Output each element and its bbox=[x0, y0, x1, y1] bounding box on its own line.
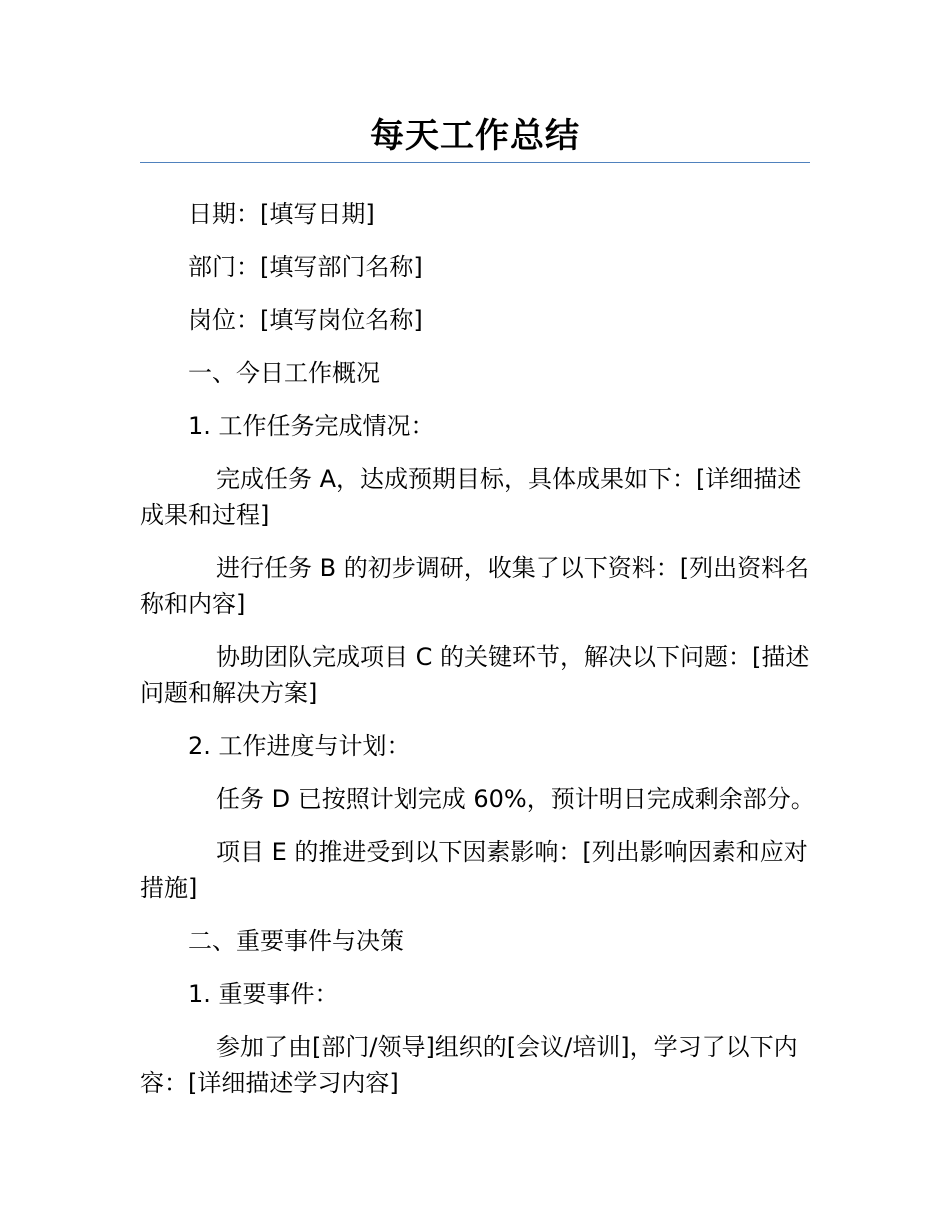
department-field: 部门：[填写部门名称] bbox=[188, 253, 423, 281]
event-item: 参加了由[部门/领导]组织的[会议/培训]，学习了以下内容：[详细描述学习内容] bbox=[140, 1033, 798, 1097]
position-field: 岗位：[填写岗位名称] bbox=[188, 306, 423, 334]
progress-item: 项目 E 的推进受到以下因素影响：[列出影响因素和应对措施] bbox=[140, 838, 808, 902]
document-title: 每天工作总结 bbox=[370, 116, 580, 156]
title-underline-divider bbox=[140, 162, 810, 163]
document-body bbox=[140, 196, 815, 1118]
progress-item: 任务 D 已按照计划完成 60%，预计明日完成剩余部分。 bbox=[216, 785, 815, 813]
task-item: 完成任务 A，达成预期目标，具体成果如下：[详细描述成果和过程] bbox=[140, 465, 802, 529]
date-field: 日期：[填写日期] bbox=[188, 200, 375, 228]
subsection-heading-important-events: 1. 重要事件： bbox=[188, 980, 339, 1008]
section-heading-events-decisions: 二、重要事件与决策 bbox=[188, 927, 404, 955]
task-item: 协助团队完成项目 C 的关键环节，解决以下问题：[描述问题和解决方案] bbox=[140, 643, 810, 707]
task-item: 进行任务 B 的初步调研，收集了以下资料：[列出资料名称和内容] bbox=[140, 554, 810, 618]
subsection-heading-task-completion: 1. 工作任务完成情况： bbox=[188, 412, 435, 440]
subsection-heading-progress-plan: 2. 工作进度与计划： bbox=[188, 732, 411, 760]
section-heading-today-overview: 一、今日工作概况 bbox=[188, 359, 380, 387]
